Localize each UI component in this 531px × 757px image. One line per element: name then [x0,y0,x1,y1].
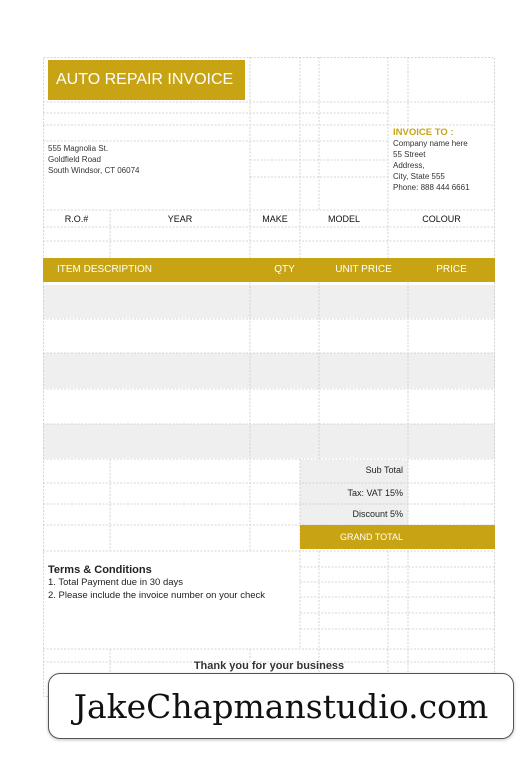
terms-title: Terms & Conditions [48,564,152,576]
thank-you-note: Thank you for your business [193,660,345,672]
address-line: Goldfield Road [48,155,101,164]
vehicle-header-model: MODEL [327,214,360,224]
watermark-banner: JakeChapmanstudio.com [48,673,514,739]
invoice-to-block [393,127,470,193]
invoice-title: AUTO REPAIR INVOICE [48,60,245,100]
vehicle-header-ro: R.O.# [64,214,89,224]
invoice-to-line: Phone: 888 444 6661 [393,183,470,192]
invoice-sheet [43,57,495,697]
terms-item: 2. Please include the invoice number on your check [48,590,266,601]
invoice-to-line: City, State 555 [393,172,445,181]
terms-item: 1. Total Payment due in 30 days [48,577,184,588]
invoice-to-line: 55 Street [393,150,426,159]
vehicle-header-year: YEAR [167,214,193,224]
address-line: South Windsor, CT 06074 [48,166,140,175]
item-header-price: PRICE [436,264,467,275]
address-line: 555 Magnolia St. [48,144,109,153]
invoice-to-line: Address, [393,161,425,170]
from-address [48,143,139,176]
vehicle-header-make: MAKE [262,214,288,224]
invoice-to-line: Company name here [393,139,468,148]
item-header-qty: QTY [274,264,295,275]
subtotal-label: Sub Total [365,465,403,475]
terms-block [48,564,265,602]
item-header-unit-price: UNIT PRICE [335,264,392,275]
grand-total-label: GRAND TOTAL [339,532,403,542]
vehicle-header-colour: COLOUR [422,214,461,224]
tax-label: Tax: VAT 15% [347,488,403,498]
discount-label: Discount 5% [352,509,403,519]
invoice-to-label: INVOICE TO : [393,127,454,138]
item-header-description: ITEM DESCRIPTION [57,264,153,275]
